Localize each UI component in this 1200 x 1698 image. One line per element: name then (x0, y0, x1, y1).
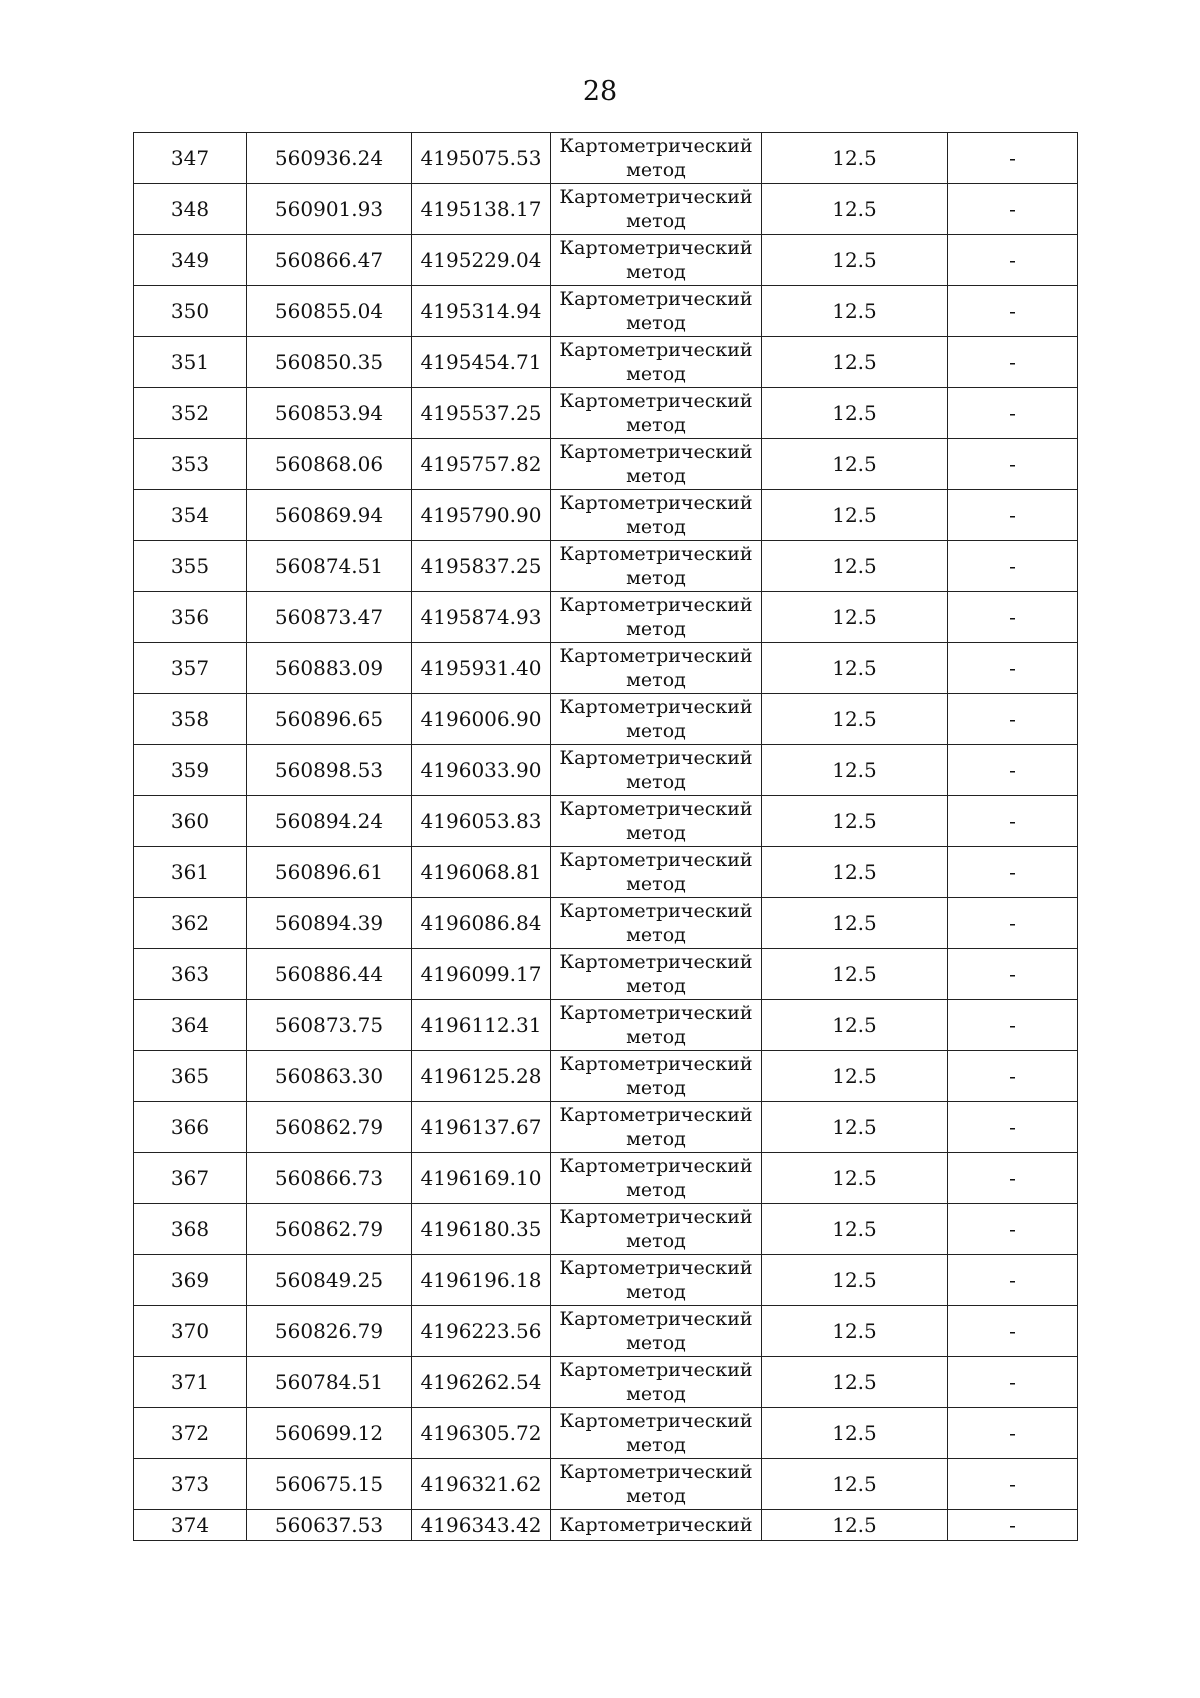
note-cell: - (948, 439, 1078, 490)
note-cell: - (948, 1204, 1078, 1255)
precision-cell: 12.5 (762, 1408, 948, 1459)
table-row (134, 1000, 1078, 1051)
note-cell: - (948, 184, 1078, 235)
table-row (134, 541, 1078, 592)
table-row (134, 1459, 1078, 1510)
note-cell: - (948, 337, 1078, 388)
point-number-cell: 352 (134, 388, 247, 439)
method-text: Картометрический (559, 696, 753, 718)
method-cell (551, 1000, 762, 1051)
method-text: Картометрический (559, 1514, 753, 1536)
note-cell: - (948, 1255, 1078, 1306)
point-number-cell: 364 (134, 1000, 247, 1051)
y-coordinate-cell: 4195837.25 (412, 541, 551, 592)
method-text: метод (626, 363, 686, 385)
method-text: Картометрический (559, 390, 753, 412)
point-number-cell: 350 (134, 286, 247, 337)
note-cell: - (948, 1510, 1078, 1541)
point-number-cell: 366 (134, 1102, 247, 1153)
x-coordinate-cell: 560883.09 (247, 643, 412, 694)
method-text: Картометрический (559, 594, 753, 616)
table-row (134, 439, 1078, 490)
x-coordinate-cell: 560936.24 (247, 133, 412, 184)
note-cell: - (948, 949, 1078, 1000)
table-row (134, 1510, 1078, 1541)
table-row (134, 643, 1078, 694)
y-coordinate-cell: 4196006.90 (412, 694, 551, 745)
y-coordinate-cell: 4196099.17 (412, 949, 551, 1000)
x-coordinate-cell: 560675.15 (247, 1459, 412, 1510)
precision-cell: 12.5 (762, 490, 948, 541)
table-row (134, 1408, 1078, 1459)
note-cell: - (948, 235, 1078, 286)
precision-cell: 12.5 (762, 286, 948, 337)
method-cell (551, 337, 762, 388)
point-number-cell: 347 (134, 133, 247, 184)
method-text: Картометрический (559, 288, 753, 310)
y-coordinate-cell: 4195931.40 (412, 643, 551, 694)
method-text: метод (626, 1485, 686, 1507)
method-cell (551, 643, 762, 694)
y-coordinate-cell: 4196053.83 (412, 796, 551, 847)
method-text: Картометрический (559, 1359, 753, 1381)
point-number-cell: 358 (134, 694, 247, 745)
table-row (134, 592, 1078, 643)
precision-cell: 12.5 (762, 1255, 948, 1306)
x-coordinate-cell: 560862.79 (247, 1102, 412, 1153)
method-text: метод (626, 261, 686, 283)
method-text: Картометрический (559, 1206, 753, 1228)
method-text: Картометрический (559, 135, 753, 157)
y-coordinate-cell: 4196343.42 (412, 1510, 551, 1541)
table-row (134, 898, 1078, 949)
x-coordinate-cell: 560894.24 (247, 796, 412, 847)
x-coordinate-cell: 560873.75 (247, 1000, 412, 1051)
method-cell (551, 541, 762, 592)
method-text: Картометрический (559, 951, 753, 973)
y-coordinate-cell: 4195790.90 (412, 490, 551, 541)
method-cell (551, 1102, 762, 1153)
x-coordinate-cell: 560896.61 (247, 847, 412, 898)
y-coordinate-cell: 4196196.18 (412, 1255, 551, 1306)
note-cell: - (948, 694, 1078, 745)
method-text: метод (626, 414, 686, 436)
point-number-cell: 349 (134, 235, 247, 286)
method-text: метод (626, 873, 686, 895)
precision-cell: 12.5 (762, 133, 948, 184)
table-row (134, 1357, 1078, 1408)
note-cell: - (948, 1306, 1078, 1357)
x-coordinate-cell: 560853.94 (247, 388, 412, 439)
method-cell (551, 1459, 762, 1510)
y-coordinate-cell: 4196262.54 (412, 1357, 551, 1408)
method-cell (551, 745, 762, 796)
table-row (134, 133, 1078, 184)
y-coordinate-cell: 4195075.53 (412, 133, 551, 184)
table-row (134, 337, 1078, 388)
method-text: Картометрический (559, 1155, 753, 1177)
method-text: Картометрический (559, 339, 753, 361)
y-coordinate-cell: 4195138.17 (412, 184, 551, 235)
method-text: метод (626, 720, 686, 742)
note-cell: - (948, 1102, 1078, 1153)
y-coordinate-cell: 4196169.10 (412, 1153, 551, 1204)
precision-cell: 12.5 (762, 592, 948, 643)
point-number-cell: 359 (134, 745, 247, 796)
precision-cell: 12.5 (762, 898, 948, 949)
x-coordinate-cell: 560894.39 (247, 898, 412, 949)
note-cell: - (948, 898, 1078, 949)
point-number-cell: 356 (134, 592, 247, 643)
point-number-cell: 351 (134, 337, 247, 388)
precision-cell: 12.5 (762, 796, 948, 847)
table-row (134, 388, 1078, 439)
y-coordinate-cell: 4196112.31 (412, 1000, 551, 1051)
precision-cell: 12.5 (762, 1306, 948, 1357)
point-number-cell: 363 (134, 949, 247, 1000)
method-cell (551, 184, 762, 235)
table-row (134, 949, 1078, 1000)
y-coordinate-cell: 4196180.35 (412, 1204, 551, 1255)
point-number-cell: 353 (134, 439, 247, 490)
y-coordinate-cell: 4196321.62 (412, 1459, 551, 1510)
method-text: Картометрический (559, 1308, 753, 1330)
precision-cell: 12.5 (762, 1153, 948, 1204)
method-cell (551, 592, 762, 643)
table-row (134, 184, 1078, 235)
precision-cell: 12.5 (762, 745, 948, 796)
precision-cell: 12.5 (762, 1357, 948, 1408)
precision-cell: 12.5 (762, 1102, 948, 1153)
table-row (134, 1153, 1078, 1204)
x-coordinate-cell: 560869.94 (247, 490, 412, 541)
note-cell: - (948, 133, 1078, 184)
precision-cell: 12.5 (762, 1510, 948, 1541)
table-row (134, 286, 1078, 337)
table-row (134, 694, 1078, 745)
point-number-cell: 357 (134, 643, 247, 694)
x-coordinate-cell: 560849.25 (247, 1255, 412, 1306)
method-cell (551, 1051, 762, 1102)
method-cell (551, 439, 762, 490)
method-text: метод (626, 975, 686, 997)
note-cell: - (948, 490, 1078, 541)
method-text: метод (626, 1077, 686, 1099)
method-text: Картометрический (559, 543, 753, 565)
x-coordinate-cell: 560784.51 (247, 1357, 412, 1408)
method-cell (551, 847, 762, 898)
note-cell: - (948, 1000, 1078, 1051)
point-number-cell: 354 (134, 490, 247, 541)
y-coordinate-cell: 4195537.25 (412, 388, 551, 439)
coordinates-table-body (134, 133, 1078, 1541)
x-coordinate-cell: 560862.79 (247, 1204, 412, 1255)
method-text: метод (626, 924, 686, 946)
x-coordinate-cell: 560855.04 (247, 286, 412, 337)
y-coordinate-cell: 4195454.71 (412, 337, 551, 388)
method-text: метод (626, 1332, 686, 1354)
method-cell (551, 286, 762, 337)
note-cell: - (948, 745, 1078, 796)
method-text: метод (626, 1179, 686, 1201)
point-number-cell: 355 (134, 541, 247, 592)
method-text: метод (626, 1128, 686, 1150)
point-number-cell: 374 (134, 1510, 247, 1541)
x-coordinate-cell: 560874.51 (247, 541, 412, 592)
method-cell (551, 1510, 762, 1541)
point-number-cell: 361 (134, 847, 247, 898)
x-coordinate-cell: 560898.53 (247, 745, 412, 796)
point-number-cell: 369 (134, 1255, 247, 1306)
y-coordinate-cell: 4196125.28 (412, 1051, 551, 1102)
x-coordinate-cell: 560699.12 (247, 1408, 412, 1459)
y-coordinate-cell: 4196137.67 (412, 1102, 551, 1153)
method-text: Картометрический (559, 1410, 753, 1432)
precision-cell: 12.5 (762, 541, 948, 592)
note-cell: - (948, 388, 1078, 439)
method-text: Картометрический (559, 798, 753, 820)
method-text: Картометрический (559, 1104, 753, 1126)
precision-cell: 12.5 (762, 235, 948, 286)
y-coordinate-cell: 4196223.56 (412, 1306, 551, 1357)
method-text: Картометрический (559, 441, 753, 463)
note-cell: - (948, 1153, 1078, 1204)
point-number-cell: 368 (134, 1204, 247, 1255)
method-cell (551, 133, 762, 184)
method-text: Картометрический (559, 186, 753, 208)
method-text: Картометрический (559, 492, 753, 514)
method-text: Картометрический (559, 1053, 753, 1075)
x-coordinate-cell: 560873.47 (247, 592, 412, 643)
x-coordinate-cell: 560901.93 (247, 184, 412, 235)
y-coordinate-cell: 4195314.94 (412, 286, 551, 337)
precision-cell: 12.5 (762, 1051, 948, 1102)
method-text: метод (626, 1434, 686, 1456)
method-cell (551, 1153, 762, 1204)
method-text: Картометрический (559, 849, 753, 871)
method-text: метод (626, 465, 686, 487)
precision-cell: 12.5 (762, 388, 948, 439)
method-text: Картометрический (559, 1002, 753, 1024)
method-text: Картометрический (559, 1461, 753, 1483)
method-text: метод (626, 312, 686, 334)
x-coordinate-cell: 560868.06 (247, 439, 412, 490)
method-text: метод (626, 567, 686, 589)
y-coordinate-cell: 4196305.72 (412, 1408, 551, 1459)
method-cell (551, 235, 762, 286)
page-number: 28 (582, 76, 618, 107)
note-cell: - (948, 286, 1078, 337)
x-coordinate-cell: 560863.30 (247, 1051, 412, 1102)
x-coordinate-cell: 560866.73 (247, 1153, 412, 1204)
precision-cell: 12.5 (762, 694, 948, 745)
precision-cell: 12.5 (762, 847, 948, 898)
method-cell (551, 694, 762, 745)
note-cell: - (948, 1357, 1078, 1408)
method-text: метод (626, 1230, 686, 1252)
table-row (134, 235, 1078, 286)
method-text: метод (626, 1383, 686, 1405)
point-number-cell: 367 (134, 1153, 247, 1204)
precision-cell: 12.5 (762, 337, 948, 388)
table-row (134, 1102, 1078, 1153)
table-row (134, 490, 1078, 541)
table-row (134, 1255, 1078, 1306)
x-coordinate-cell: 560850.35 (247, 337, 412, 388)
note-cell: - (948, 643, 1078, 694)
table-row (134, 847, 1078, 898)
y-coordinate-cell: 4196068.81 (412, 847, 551, 898)
method-cell (551, 490, 762, 541)
table-row (134, 1204, 1078, 1255)
method-cell (551, 949, 762, 1000)
point-number-cell: 362 (134, 898, 247, 949)
precision-cell: 12.5 (762, 1459, 948, 1510)
method-cell (551, 1306, 762, 1357)
point-number-cell: 360 (134, 796, 247, 847)
method-text: метод (626, 210, 686, 232)
method-text: метод (626, 822, 686, 844)
method-cell (551, 1357, 762, 1408)
method-text: метод (626, 159, 686, 181)
precision-cell: 12.5 (762, 1204, 948, 1255)
method-text: метод (626, 1026, 686, 1048)
method-cell (551, 1255, 762, 1306)
method-cell (551, 1408, 762, 1459)
y-coordinate-cell: 4196086.84 (412, 898, 551, 949)
point-number-cell: 373 (134, 1459, 247, 1510)
method-text: Картометрический (559, 1257, 753, 1279)
method-cell (551, 796, 762, 847)
method-text: Картометрический (559, 900, 753, 922)
note-cell: - (948, 847, 1078, 898)
x-coordinate-cell: 560886.44 (247, 949, 412, 1000)
method-cell (551, 388, 762, 439)
method-text: метод (626, 516, 686, 538)
point-number-cell: 370 (134, 1306, 247, 1357)
precision-cell: 12.5 (762, 1000, 948, 1051)
method-text: Картометрический (559, 237, 753, 259)
y-coordinate-cell: 4195757.82 (412, 439, 551, 490)
note-cell: - (948, 1459, 1078, 1510)
x-coordinate-cell: 560896.65 (247, 694, 412, 745)
coordinates-table (133, 132, 1078, 1541)
x-coordinate-cell: 560866.47 (247, 235, 412, 286)
method-text: метод (626, 1281, 686, 1303)
precision-cell: 12.5 (762, 949, 948, 1000)
precision-cell: 12.5 (762, 184, 948, 235)
y-coordinate-cell: 4195229.04 (412, 235, 551, 286)
method-text: метод (626, 771, 686, 793)
table-row (134, 1051, 1078, 1102)
point-number-cell: 365 (134, 1051, 247, 1102)
point-number-cell: 348 (134, 184, 247, 235)
table-row (134, 1306, 1078, 1357)
method-cell (551, 1204, 762, 1255)
method-text: метод (626, 618, 686, 640)
method-text: Картометрический (559, 747, 753, 769)
method-cell (551, 898, 762, 949)
y-coordinate-cell: 4196033.90 (412, 745, 551, 796)
point-number-cell: 371 (134, 1357, 247, 1408)
x-coordinate-cell: 560637.53 (247, 1510, 412, 1541)
precision-cell: 12.5 (762, 439, 948, 490)
table-row (134, 796, 1078, 847)
table-row (134, 745, 1078, 796)
x-coordinate-cell: 560826.79 (247, 1306, 412, 1357)
note-cell: - (948, 541, 1078, 592)
note-cell: - (948, 1051, 1078, 1102)
precision-cell: 12.5 (762, 643, 948, 694)
note-cell: - (948, 1408, 1078, 1459)
point-number-cell: 372 (134, 1408, 247, 1459)
y-coordinate-cell: 4195874.93 (412, 592, 551, 643)
method-text: метод (626, 669, 686, 691)
note-cell: - (948, 592, 1078, 643)
note-cell: - (948, 796, 1078, 847)
method-text: Картометрический (559, 645, 753, 667)
